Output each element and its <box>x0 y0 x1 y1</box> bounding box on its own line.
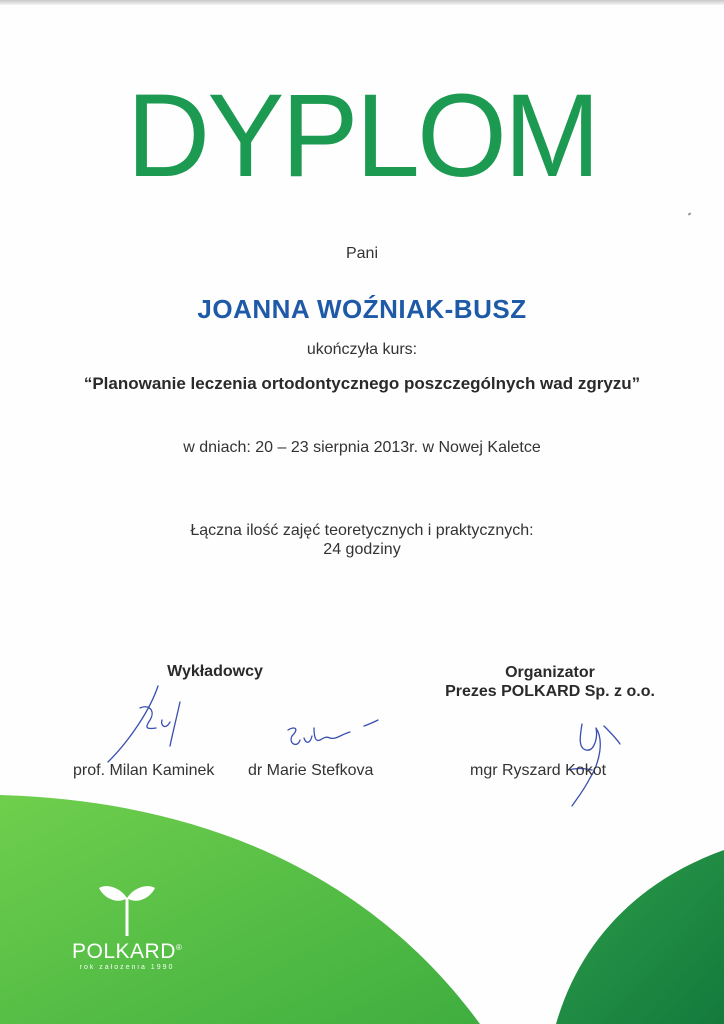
organizer-block <box>400 663 700 701</box>
signature-stefkova <box>280 718 390 763</box>
registered-mark: ® <box>175 943 183 952</box>
hours-label: Łączna ilość zajęć teoretycznych i praktycznych: <box>190 522 534 539</box>
organizer-heading: Organizator <box>505 664 595 681</box>
lecturer-name-1: prof. Milan Kaminek <box>73 762 215 779</box>
lecturers-heading: Wykładowcy <box>167 663 263 680</box>
diploma-title: DYPLOM <box>126 70 598 202</box>
completed-text: ukończyła kurs: <box>306 341 418 358</box>
recipient-name: JOANNA WOŹNIAK-BUSZ <box>197 294 527 324</box>
logo-wordmark: POLKARD® <box>72 940 183 963</box>
course-dates: w dniach: 20 – 23 sierpnia 2013r. w Nowej Kaletce <box>183 439 541 456</box>
logo-tagline: rok założenia 1990 <box>79 964 175 971</box>
salutation: Pani <box>345 245 379 262</box>
sprout-icon <box>97 880 157 938</box>
polkard-logo <box>72 880 182 971</box>
lecturer-name-2: dr Marie Stefkova <box>248 762 374 779</box>
hours-value: 24 godziny <box>323 541 401 558</box>
organizer-name: mgr Ryszard Kokot <box>470 762 607 779</box>
organizer-subheading: Prezes POLKARD Sp. z o.o. <box>445 683 655 700</box>
course-title: “Planowanie leczenia ortodontycznego poszczególnych wad zgryzu” <box>83 374 641 393</box>
